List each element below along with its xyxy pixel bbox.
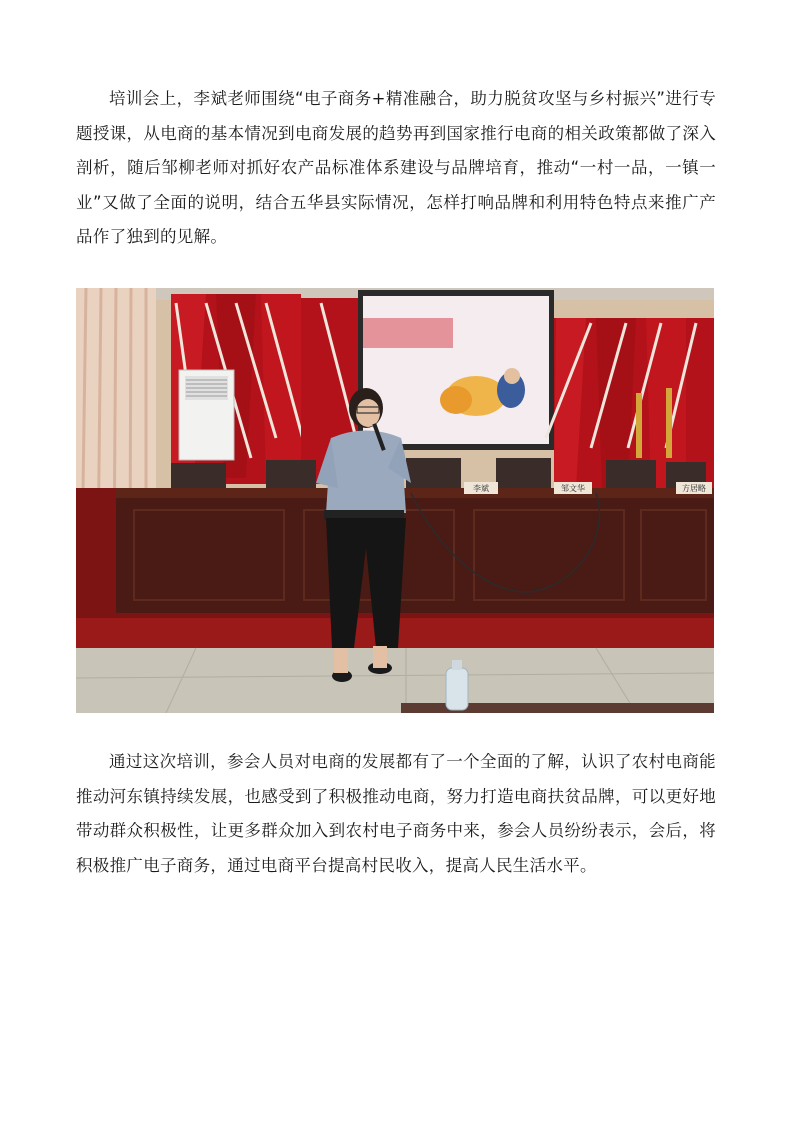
name-plate: 邹文华 <box>561 484 585 493</box>
paragraph-training-results: 通过这次培训，参会人员对电商的发展都有了一个全面的了解，认识了农村电商能推动河东镇持续发展，也感受到了积极推动电商，努力打造电商扶贫品牌，可以更好地带动群众积极性，让更多群众加入到农村电子商务中来，参会人员纷纷表示，会后，将积极推广电子商务，通过电商平台提高村民收入，提高人民生活水平。 <box>76 752 716 875</box>
training-photo <box>76 288 714 713</box>
name-plate: 李斌 <box>473 484 489 493</box>
paragraph-training-session: 培训会上，李斌老师围绕“电子商务+精准融合，助力脱贫攻坚与乡村振兴”进行专题授课，从电商的基本情况到电商发展的趋势再到国家推行电商的相关政策都做了深入剖析，随后邹柳老师对抓好农产品标准体系建设与品牌培育，推动“一村一品，一镇一业”又做了全面的说明，结合五华县实际情况，怎样打响品牌和利用特色特点来推广产品作了独到的见解。 <box>76 89 716 246</box>
name-plate: 方居略 <box>682 484 706 493</box>
water-bottle <box>446 668 468 710</box>
